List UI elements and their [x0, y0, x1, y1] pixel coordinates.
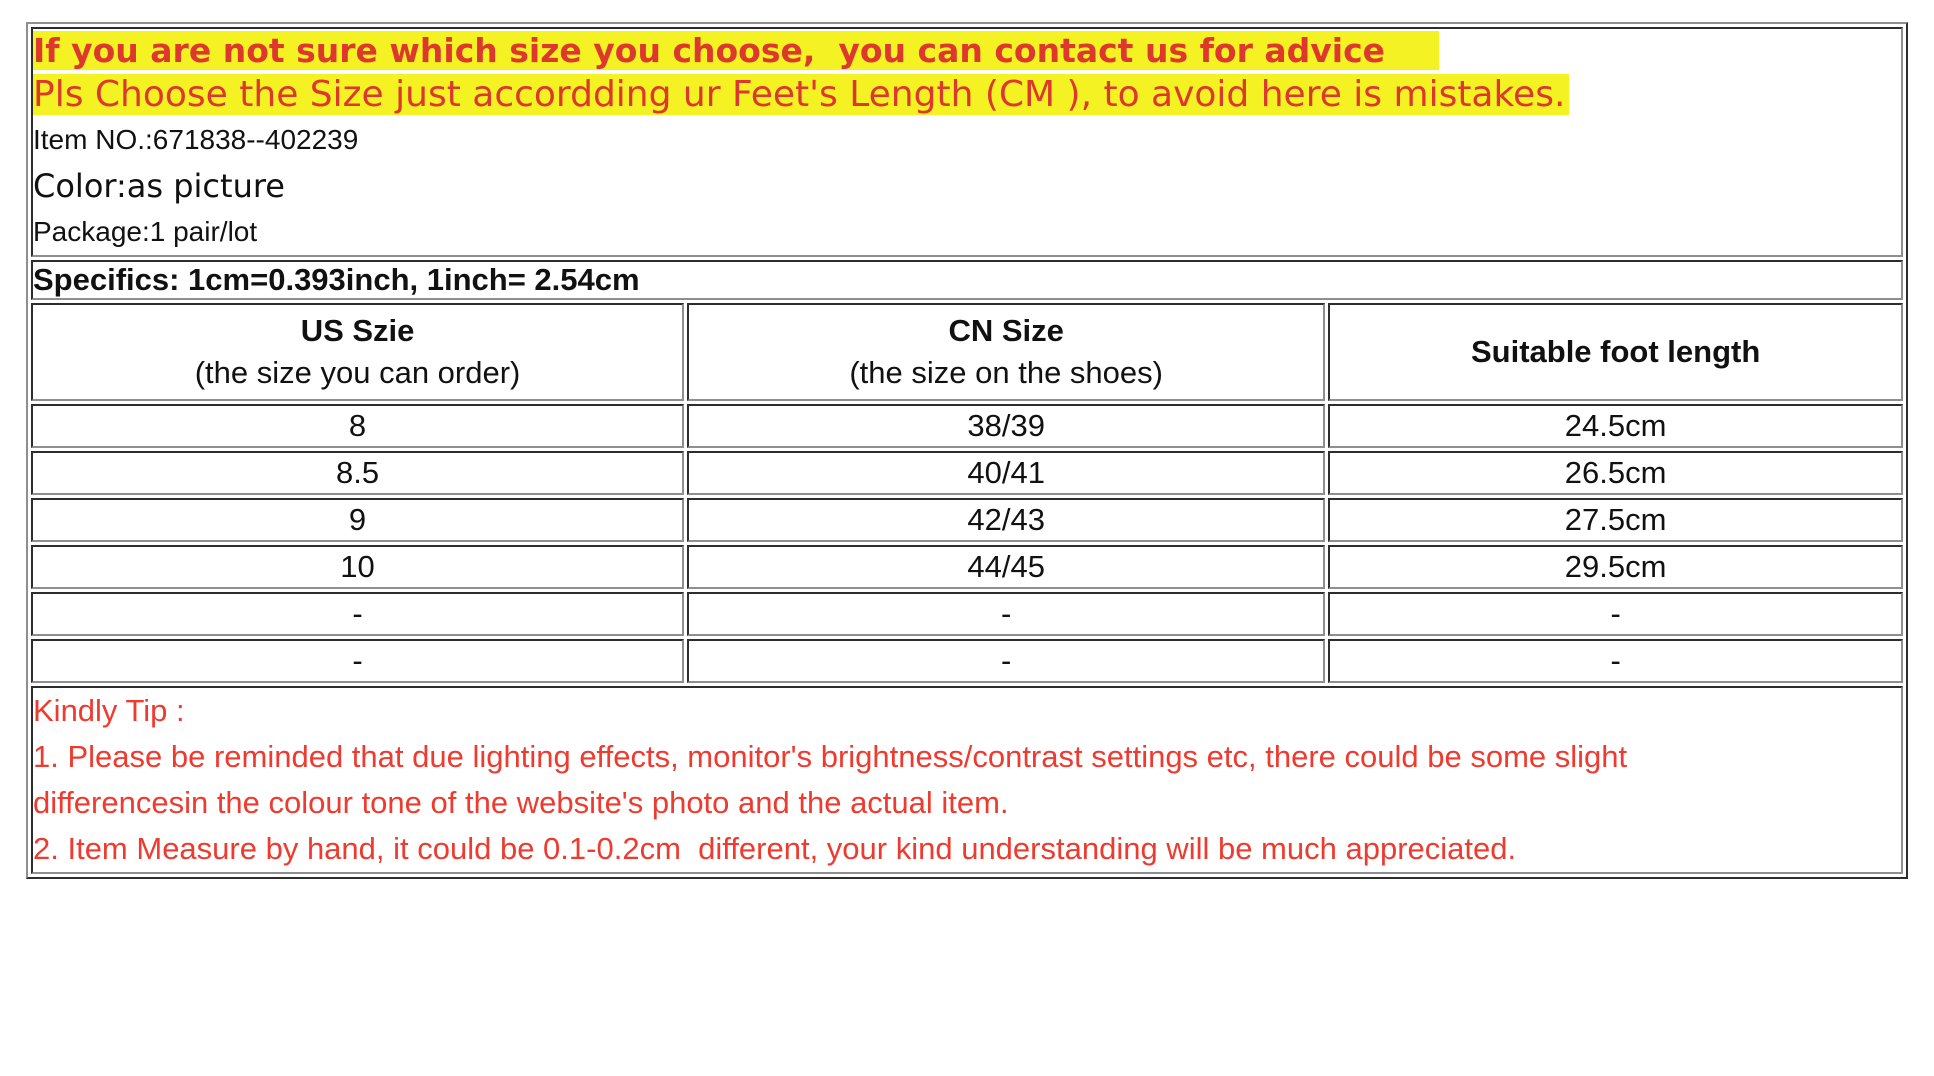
- table-row: [31, 592, 1903, 636]
- header-cn-size-subtitle: (the size on the shoes): [849, 355, 1163, 390]
- us-size-value: 10: [31, 545, 684, 589]
- foot-length-value: -: [1328, 639, 1903, 683]
- header-cn-size-title: CN Size: [948, 313, 1064, 348]
- item-number: Item NO.:671838--402239: [33, 124, 359, 155]
- cn-size-value: 38/39: [687, 404, 1325, 448]
- tips-row: [31, 686, 1903, 874]
- size-chart-sheet: [26, 22, 1908, 879]
- foot-length-value: 27.5cm: [1328, 498, 1903, 542]
- tips-cell: [31, 686, 1903, 874]
- color-info: Color:as picture: [33, 167, 285, 205]
- intro-cell: [31, 27, 1903, 257]
- header-us-size-subtitle: (the size you can order): [194, 355, 521, 390]
- foot-length-value: 29.5cm: [1328, 545, 1903, 589]
- tip-line-2: differencesin the colour tone of the website's photo and the actual item.: [33, 785, 1009, 820]
- cn-size-value: 42/43: [687, 498, 1325, 542]
- header-us-size: [31, 303, 684, 401]
- contact-advice-headline-text: If you are not sure which size you choose, you can contact us for advice: [33, 31, 1439, 70]
- specifics-cell: Specifics: 1cm=0.393inch, 1inch= 2.54cm: [31, 260, 1903, 300]
- cn-size-value: 44/45: [687, 545, 1325, 589]
- header-cn-size: [687, 303, 1325, 401]
- choose-size-headline: [33, 73, 1901, 117]
- header-foot-length: [1328, 303, 1903, 401]
- table-row: [31, 404, 1903, 448]
- header-us-size-title: US Szie: [300, 313, 415, 348]
- table-row: [31, 498, 1903, 542]
- specifics-row: [31, 260, 1903, 300]
- us-size-value: 8.5: [31, 451, 684, 495]
- cn-size-value: 40/41: [687, 451, 1325, 495]
- intro-row: [31, 27, 1903, 257]
- tips-title: Kindly Tip :: [33, 693, 185, 728]
- us-size-value: 9: [31, 498, 684, 542]
- contact-advice-headline: [33, 29, 1901, 73]
- cn-size-value: -: [687, 639, 1325, 683]
- us-size-value: -: [31, 639, 684, 683]
- choose-size-headline-text: Pls Choose the Size just accordding ur Feet's Length (CM ), to avoid here is mistakes.: [33, 74, 1569, 115]
- foot-length-value: 24.5cm: [1328, 404, 1903, 448]
- tip-line-3: 2. Item Measure by hand, it could be 0.1-0.2cm different, your kind understanding will be much appreciated.: [33, 831, 1517, 866]
- table-row: [31, 639, 1903, 683]
- tip-line-1: 1. Please be reminded that due lighting effects, monitor's brightness/contrast settings etc, there could be some slight: [33, 739, 1628, 774]
- table-row: [31, 545, 1903, 589]
- table-row: [31, 451, 1903, 495]
- header-foot-length-title: Suitable foot length: [1470, 334, 1761, 369]
- us-size-value: -: [31, 592, 684, 636]
- foot-length-value: -: [1328, 592, 1903, 636]
- package-info: Package:1 pair/lot: [33, 216, 258, 247]
- size-header-row: [31, 303, 1903, 401]
- foot-length-value: 26.5cm: [1328, 451, 1903, 495]
- us-size-value: 8: [31, 404, 684, 448]
- cn-size-value: -: [687, 592, 1325, 636]
